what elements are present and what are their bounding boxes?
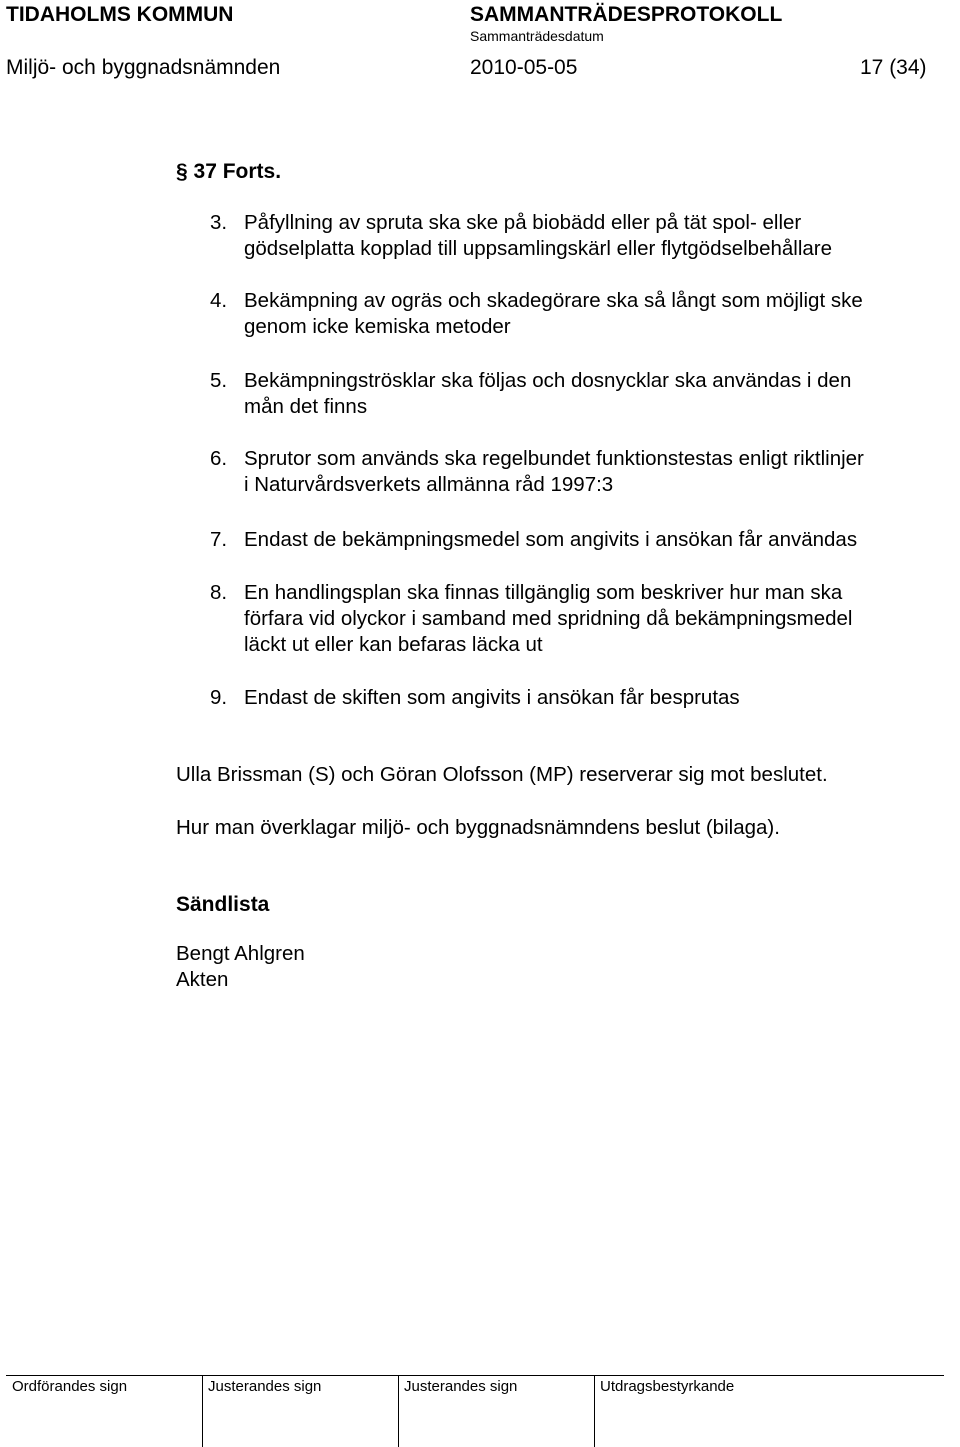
appeal-paragraph: Hur man överklagar miljö- och byggnadsnämndens beslut (bilaga). [176, 816, 780, 839]
reservation-paragraph: Ulla Brissman (S) och Göran Olofsson (MP) reserverar sig mot beslutet. [176, 763, 828, 786]
signature-cell [398, 1375, 594, 1447]
signature-label: Ordförandes sign [12, 1378, 128, 1395]
signature-cell [6, 1375, 202, 1447]
item-number: 7. [210, 528, 228, 551]
item-text-line: läckt ut eller kan befaras läcka ut [244, 633, 543, 656]
organization-name: TIDAHOLMS KOMMUN [6, 3, 234, 26]
item-text-line: Endast de skiften som angivits i ansökan får besprutas [244, 686, 740, 709]
recipient: Bengt Ahlgren [176, 942, 305, 965]
distribution-list-heading: Sändlista [176, 893, 270, 916]
item-text-line: Sprutor som används ska regelbundet funktionstestas enligt riktlinjer [244, 447, 864, 470]
signature-footer [6, 1375, 944, 1447]
item-text-line: genom icke kemiska metoder [244, 315, 511, 338]
item-number: 4. [210, 289, 228, 312]
signature-label: Justerandes sign [208, 1378, 322, 1395]
item-number: 6. [210, 447, 228, 470]
signature-label: Justerandes sign [404, 1378, 518, 1395]
item-number: 8. [210, 581, 228, 604]
signature-label: Utdragsbestyrkande [600, 1378, 735, 1395]
item-text-line: förfara vid olyckor i samband med spridning då bekämpningsmedel [244, 607, 853, 630]
item-text-line: i Naturvårdsverkets allmänna råd 1997:3 [244, 473, 614, 496]
item-text-line: Påfyllning av spruta ska ske på biobädd eller på tät spol- eller [244, 211, 802, 234]
item-text-line: Endast de bekämpningsmedel som angivits i ansökan får användas [244, 528, 858, 551]
item-number: 3. [210, 211, 228, 234]
recipient: Akten [176, 968, 229, 991]
committee-name: Miljö- och byggnadsnämnden [6, 56, 281, 79]
item-text-line: Bekämpningströsklar ska följas och dosnycklar ska användas i den [244, 369, 852, 392]
item-text-line: mån det finns [244, 395, 368, 418]
item-text-line: En handlingsplan ska finnas tillgänglig som beskriver hur man ska [244, 581, 843, 604]
item-number: 5. [210, 369, 228, 392]
signature-cell [202, 1375, 398, 1447]
meeting-date: 2010-05-05 [470, 56, 578, 79]
page-number: 17 (34) [860, 56, 927, 79]
signature-cell [594, 1375, 944, 1447]
item-text-line: Bekämpning av ogräs och skadegörare ska så långt som möjligt ske [244, 289, 863, 312]
date-label: Sammanträdesdatum [470, 28, 604, 44]
item-text-line: gödselplatta kopplad till uppsamlingskärl eller flytgödselbehållare [244, 237, 833, 260]
item-number: 9. [210, 686, 228, 709]
section-heading: § 37 Forts. [176, 160, 282, 183]
document-type: SAMMANTRÄDESPROTOKOLL [470, 3, 783, 26]
